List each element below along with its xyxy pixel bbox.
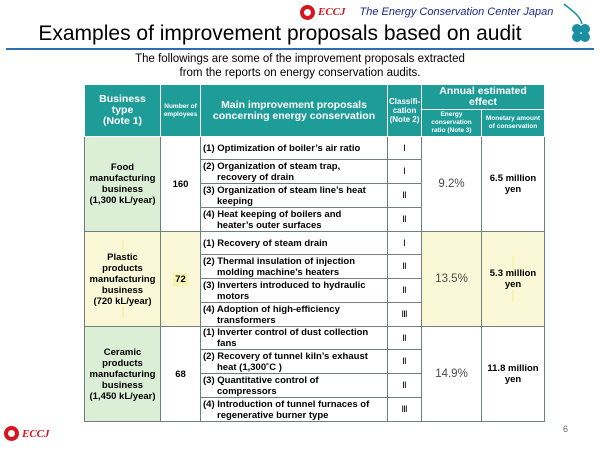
proposal-cell [201,232,388,255]
monetary-line: yen [504,279,522,290]
monetary-line: 11.8 million [487,363,539,374]
business-type-label [87,162,158,206]
business-type-cell [85,327,161,422]
classification-cell: Ⅱ [388,255,422,279]
proposal-line: (3) Organization of steam line’s heat [203,184,366,196]
header-annual-effect: Annual estimated effect [422,85,545,110]
intro-line: from the reports on energy conservation audits. [179,67,421,79]
monetary-value [484,363,542,385]
classification-cell: Ⅱ [388,350,422,374]
business-type-line: products [102,262,143,274]
proposal-line: (2) Recovery of tunnel kiln’s exhaust [203,350,368,362]
proposal-cell [201,137,388,160]
proposal-line: (3) Quantitative control of [203,374,319,386]
monetary-line: 5.3 million [489,268,537,279]
proposal-line: molding machine’s heaters [217,266,340,278]
proposals-table-container [84,84,544,422]
monetary-line: yen [504,374,522,385]
classification-cell: Ⅲ [388,303,422,327]
business-type-line: manufacturing [89,368,156,380]
proposal-line: (3) Inverters introduced to hydraulic [203,279,366,291]
monetary-value [484,173,542,195]
proposal-line: regenerative burner type [217,409,329,421]
proposal-line: compressors [217,385,277,397]
business-type-line: Ceramic [103,346,142,358]
organization-name: The Energy Conservation Center Japan [359,6,554,18]
monetary-value [484,256,542,302]
clover-logo-icon [560,2,594,44]
header-bar [300,3,553,21]
business-type-line: Food [110,162,135,173]
proposal-line: (1) Recovery of steam drain [203,237,328,249]
table-row [85,327,545,350]
classification-cell: Ⅱ [388,208,422,232]
proposal-cell [201,398,388,422]
classification-cell: Ⅰ [388,137,422,160]
monetary-line: yen [504,184,522,195]
employee-count [161,327,201,422]
business-type-line: business [101,184,144,195]
business-type-line: business [101,379,144,391]
proposal-cell [201,208,388,232]
footer-logo-text: ECCJ [22,427,50,440]
footer-logo [4,426,64,441]
classification-cell: Ⅱ [388,327,422,350]
monetary-cell [482,327,545,422]
header-proposals: Main improvement proposals concerning energy conservation [201,85,388,137]
proposal-line: motors [217,290,250,302]
business-type-cell [85,232,161,327]
header-ratio: Energy conservation ratio (Note 3) [422,110,482,137]
proposal-line: heater’s outer surfaces [217,219,322,231]
proposal-line: (1) Inverter control of dust collection [203,327,369,338]
header-monetary: Monetary amount of conservation [482,110,545,137]
page-title: Examples of improvement proposals based on audit [38,22,522,45]
monetary-cell [482,232,545,327]
energy-ratio-cell: 13.5% [422,232,482,327]
proposal-cell [201,279,388,303]
classification-cell: Ⅰ [388,232,422,255]
proposal-line: fans [217,338,237,349]
proposal-cell [201,184,388,208]
business-type-line: manufacturing [89,273,156,285]
employee-count [161,137,201,232]
header-logo-text: ECCJ [318,6,346,18]
proposal-cell [201,160,388,184]
employee-count-value: 160 [172,178,189,190]
business-type-label [87,240,158,319]
proposal-line: recovery of drain [217,171,295,183]
proposal-line: (4) Introduction of tunnel furnaces of [203,398,370,410]
business-type-line: business [101,284,144,296]
classification-cell: Ⅱ [388,279,422,303]
employee-count-value: 72 [175,273,186,285]
header-classification: Classifi- cation (Note 2) [388,85,422,137]
classification-cell: Ⅰ [388,160,422,184]
business-type-line: products [102,357,143,369]
table-body [85,137,545,422]
eccj-logo-icon [4,426,19,441]
energy-ratio-cell: 9.2% [422,137,482,232]
classification-cell: Ⅱ [388,184,422,208]
intro-line: The followings are some of the improvement proposals extracted [135,53,465,65]
header-business-type: Business type (Note 1) [85,85,161,137]
proposal-line: (2) Organization of steam trap, [203,160,341,172]
proposal-line: (4) Heat keeping of boilers and [203,208,342,220]
header-row [85,85,545,110]
proposal-cell [201,350,388,374]
title-divider [6,48,594,50]
classification-cell: Ⅱ [388,374,422,398]
proposal-line: (1) Optimization of boiler’s air ratio [203,142,361,154]
proposal-line: keeping [217,195,253,207]
business-type-line: (1,300 kL/year) [89,195,156,206]
intro-text [80,52,520,80]
proposal-cell [201,255,388,279]
proposal-cell [201,303,388,327]
proposal-line: transformers [217,314,276,326]
business-type-line: (720 kL/year) [93,295,152,307]
proposal-line: (4) Adoption of high-efficiency [203,303,340,315]
header-employees: Number of employees [161,85,201,137]
proposal-line: heat (1,300˚C ) [217,361,282,373]
proposal-cell [201,374,388,398]
monetary-line: 6.5 million [489,173,537,184]
business-type-line: (1,450 kL/year) [89,390,156,402]
employee-count-value: 68 [175,368,186,380]
employee-count [161,232,201,327]
monetary-cell [482,137,545,232]
eccj-logo-icon [300,5,315,20]
business-type-line: Plastic [107,251,138,263]
proposals-table [84,84,545,422]
classification-cell: Ⅲ [388,398,422,422]
page-number: 6 [563,424,569,434]
proposal-cell [201,327,388,350]
energy-ratio-cell: 14.9% [422,327,482,422]
business-type-label [87,347,158,402]
business-type-line: manufacturing [89,173,156,184]
table-row [85,137,545,160]
proposal-line: (2) Thermal insulation of injection [203,255,356,267]
table-row [85,232,545,255]
business-type-cell [85,137,161,232]
